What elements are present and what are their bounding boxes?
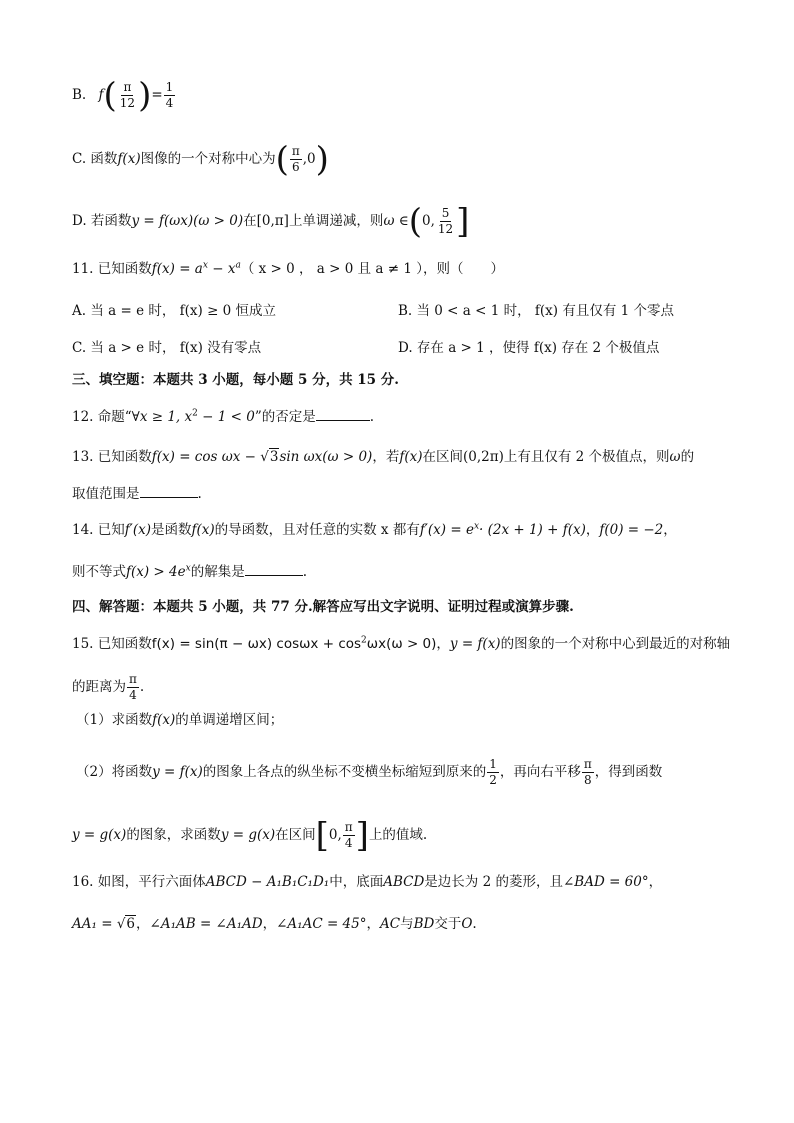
paren-close: ) bbox=[138, 75, 152, 116]
q15-part1: （1）求函数f(x)的单调递增区间； bbox=[76, 712, 284, 728]
q11-option-a: A. 当 a = e 时， f(x) ≥ 0 恒成立 bbox=[72, 303, 277, 319]
q12: 12. 命题“∀x ≥ 1, $x^2 - 1 < 0$”的否定是 . bbox=[72, 406, 374, 427]
paren-open: ( bbox=[103, 75, 117, 116]
q14-line1: 14. 已知f′(x)是函数f(x)的导函数，且对任意的实数 x 都有$f'(x) = e^x\cdot (2x + 1) + f(x)$，f(0) = −2， bbox=[72, 521, 677, 538]
answer-blank[interactable] bbox=[245, 561, 303, 576]
fraction: $\frac{\pi}{12}$ bbox=[119, 80, 136, 110]
fraction: $\frac{\pi}{4}$ bbox=[129, 672, 137, 702]
q11-option-d: D. 存在 a > 1 ，使得 f(x) 存在 2 个极值点 bbox=[398, 340, 660, 356]
fraction: $\frac{\pi}{8}$ bbox=[583, 757, 592, 787]
q11-option-b: B. 当 0 < a < 1 时， f(x) 有且仅有 1 个零点 bbox=[398, 303, 674, 319]
answer-blank[interactable] bbox=[316, 406, 370, 421]
q15-part2: （2）将函数y = f(x)的图象上各点的纵坐标不变横坐标缩短到原来的 $\frac{1}{2}$ ，再向右平移 $\frac{\pi}{8}$ ，得到函数 bbox=[76, 757, 663, 787]
q15-line2: 的距离为 $\frac{\pi}{4}$ . bbox=[72, 672, 145, 702]
q14-line2: 则不等式$f(x) > 4e^x$的解集是 . bbox=[72, 561, 307, 582]
q10-option-c: C. 函数f(x)图像的一个对称中心为( $\frac{\pi}{6}$ ,0) bbox=[72, 139, 329, 180]
fraction: $\frac{\pi}{4}$ bbox=[344, 820, 353, 850]
q10-option-b: B. f( $\frac{\pi}{12}$ )= $\frac{1}{4}$ bbox=[72, 75, 174, 116]
q16-line1: 16. 如图，平行六面体ABCD − A₁B₁C₁D₁中，底面ABCD是边长为 2 的菱形，且∠BAD = 60°， bbox=[72, 874, 663, 890]
fraction: $\frac{1}{4}$ bbox=[165, 80, 174, 110]
section-3-heading: 三、填空题：本题共 3 小题，每小题 5 分，共 15 分. bbox=[72, 372, 399, 388]
fraction: $\frac{1}{2}$ bbox=[489, 757, 497, 787]
q10-option-d: D. 若函数y = f(ωx)(ω > 0)在[0,π]上单调递减，则ω ∈(0, $\frac{5}{12}$ ] bbox=[72, 201, 470, 242]
q13-line2: 取值范围是 . bbox=[72, 483, 202, 504]
q15-line1: 15. 已知函数f(x) = sin(π − ωx) $\cos\omega x + \cos^2\omega x(\omega > 0)$，y = f(x)的图象的一个对称中心到最近的对称轴 bbox=[72, 635, 731, 652]
answer-blank[interactable] bbox=[140, 483, 198, 498]
q13-line1: 13. 已知函数f(x) = cos ωx − √3sin ωx(ω > 0)，若f(x)在区间(0,2π)上有且仅有 2 个极值点，则ω的 bbox=[72, 449, 695, 465]
q11-stem: 11. 已知函数$f(x) = a^x - x^a$（ x > 0 ， a > 0 且 a ≠ 1 ），则（ ） bbox=[72, 260, 504, 277]
sqrt: √6 bbox=[116, 916, 136, 932]
option-label: B. bbox=[72, 87, 87, 103]
fraction: $\frac{\pi}{6}$ bbox=[291, 144, 300, 174]
math-f: f bbox=[98, 87, 104, 103]
q15-part2-cont: y = g(x)的图象，求函数y = g(x)在区间[0, $\frac{\pi}{4}$ ]上的值域. bbox=[72, 815, 428, 856]
q11-option-c: C. 当 a > e 时， f(x) 没有零点 bbox=[72, 340, 262, 356]
q16-line2: AA₁ = √6，∠A₁AB = ∠A₁AD，∠A₁AC = 45°，AC与BD交于O. bbox=[72, 916, 477, 932]
section-4-heading: 四、解答题：本题共 5 小题，共 77 分.解答应写出文字说明、证明过程或演算步骤. bbox=[72, 599, 574, 615]
fraction: $\frac{5}{12}$ bbox=[437, 206, 454, 236]
sqrt: √3 bbox=[260, 449, 279, 465]
